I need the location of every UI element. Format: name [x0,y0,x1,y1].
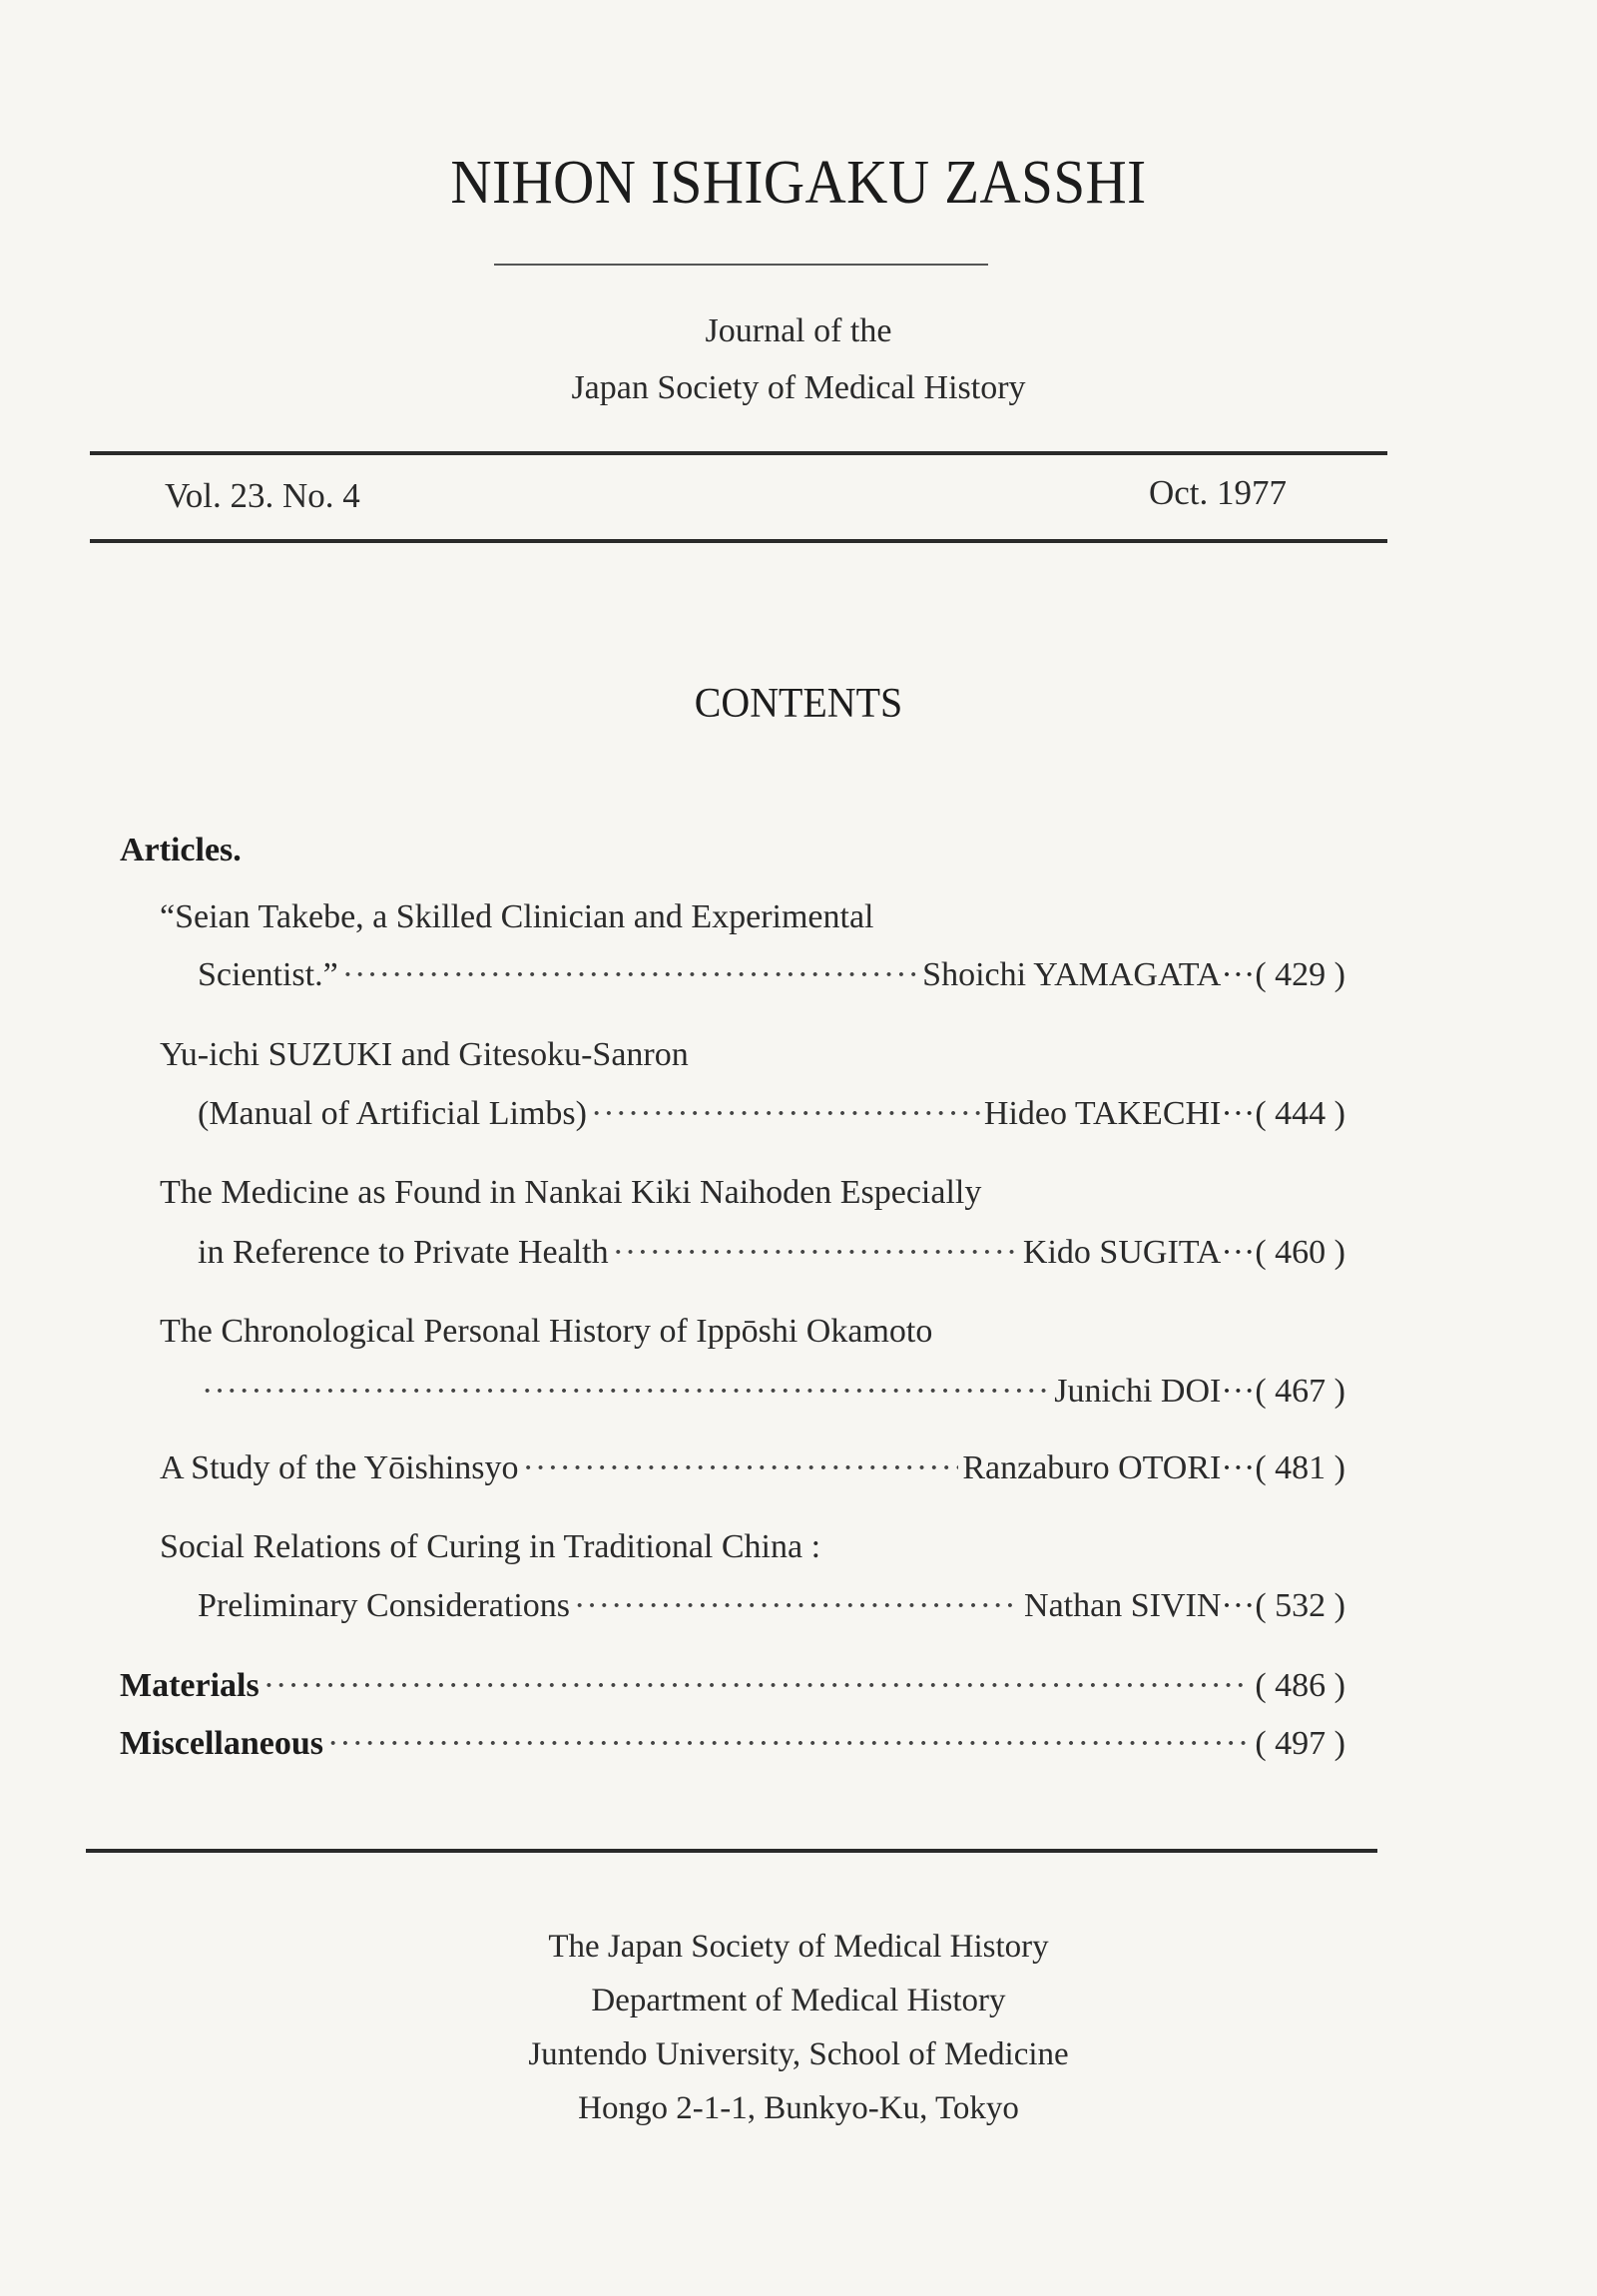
article-1-title-line2: Scientist.” [198,956,338,993]
articles-label: Articles. [120,832,242,868]
article-4-page: 467 [1275,1373,1327,1410]
article-4-author: Junichi DOI [1054,1373,1222,1410]
materials-label: Materials [120,1667,260,1704]
journal-title: NIHON ISHIGAKU ZASSHI [450,149,1147,217]
publisher-line-3: Juntendo University, School of Medicine [528,2036,1069,2072]
article-2-title-line1: Yu-ichi SUZUKI and Gitesoku-Sanron [160,1036,689,1073]
leader-dots [327,1725,1251,1763]
article-6-title-line1: Social Relations of Curing in Traditional China : [160,1528,821,1565]
leader-dots [342,956,918,994]
miscellaneous-entry: Miscellaneous ····· ( 497 ) [120,1725,1345,1763]
article-3-page: 460 [1275,1234,1327,1271]
footer-rule [86,1849,1377,1853]
issue-date: Oct. 1977 [1149,473,1288,512]
leader-dots [591,1095,980,1133]
article-1-page: 429 [1275,956,1327,993]
article-2-page: 444 [1275,1095,1327,1132]
article-4-entry: ····· Junichi DOI ···( 467 ) [198,1373,1345,1411]
publisher-line-2: Department of Medical History [591,1983,1006,2018]
miscellaneous-page: 497 [1275,1725,1327,1762]
article-5-entry: A Study of the Yōishinsyo ····· Ranzaburo OTORI ···( 481 ) [160,1449,1345,1487]
issue-bottom-rule [90,539,1387,543]
article-3-title-line2: in Reference to Private Health [198,1234,609,1271]
subtitle-line-2: Japan Society of Medical History [571,369,1026,406]
article-6-author: Nathan SIVIN [1024,1587,1222,1624]
article-1-title-line1: “Seian Takebe, a Skilled Clinician and Experimental [160,898,874,935]
article-3-entry: in Reference to Private Health ····· Kido SUGITA ···( 460 ) [198,1234,1345,1272]
leader-dots [202,1373,1050,1411]
issue-top-rule [90,451,1387,455]
publisher-line-4: Hongo 2-1-1, Bunkyo-Ku, Tokyo [578,2090,1019,2126]
article-4-title-line1: The Chronological Personal History of Ippōshi Okamoto [160,1313,933,1350]
article-6-entry: Preliminary Considerations ····· Nathan SIVIN ···( 532 ) [198,1587,1345,1625]
leader-dots [613,1234,1019,1272]
title-divider [494,264,988,266]
materials-page: 486 [1275,1667,1327,1704]
article-5-author: Ranzaburo OTORI [962,1449,1222,1486]
contents-heading: CONTENTS [694,681,903,727]
miscellaneous-label: Miscellaneous [120,1725,323,1762]
article-6-title-line2: Preliminary Considerations [198,1587,571,1624]
subtitle-line-1: Journal of the [705,312,892,349]
article-3-author: Kido SUGITA [1022,1234,1222,1271]
article-5-page: 481 [1275,1449,1327,1486]
article-6-page: 532 [1275,1587,1327,1624]
article-2-title-line2: (Manual of Artificial Limbs) [198,1095,587,1132]
article-2-entry: (Manual of Artificial Limbs) ····· Hideo TAKECHI ···( 444 ) [198,1095,1345,1133]
materials-entry: Materials ····· ( 486 ) [120,1667,1345,1705]
article-5-title: A Study of the Yōishinsyo [160,1449,519,1486]
article-2-author: Hideo TAKECHI [983,1095,1222,1132]
article-1-entry: Scientist.” ····· Shoichi YAMAGATA ···( 429 ) [198,956,1345,994]
publisher-line-1: The Japan Society of Medical History [548,1929,1049,1965]
leader-dots [523,1449,959,1487]
article-1-author: Shoichi YAMAGATA [922,956,1222,993]
leader-dots [574,1587,1020,1625]
leader-dots [264,1667,1252,1705]
article-3-title-line1: The Medicine as Found in Nankai Kiki Naihoden Especially [160,1174,982,1211]
volume-number: Vol. 23. No. 4 [165,476,360,515]
